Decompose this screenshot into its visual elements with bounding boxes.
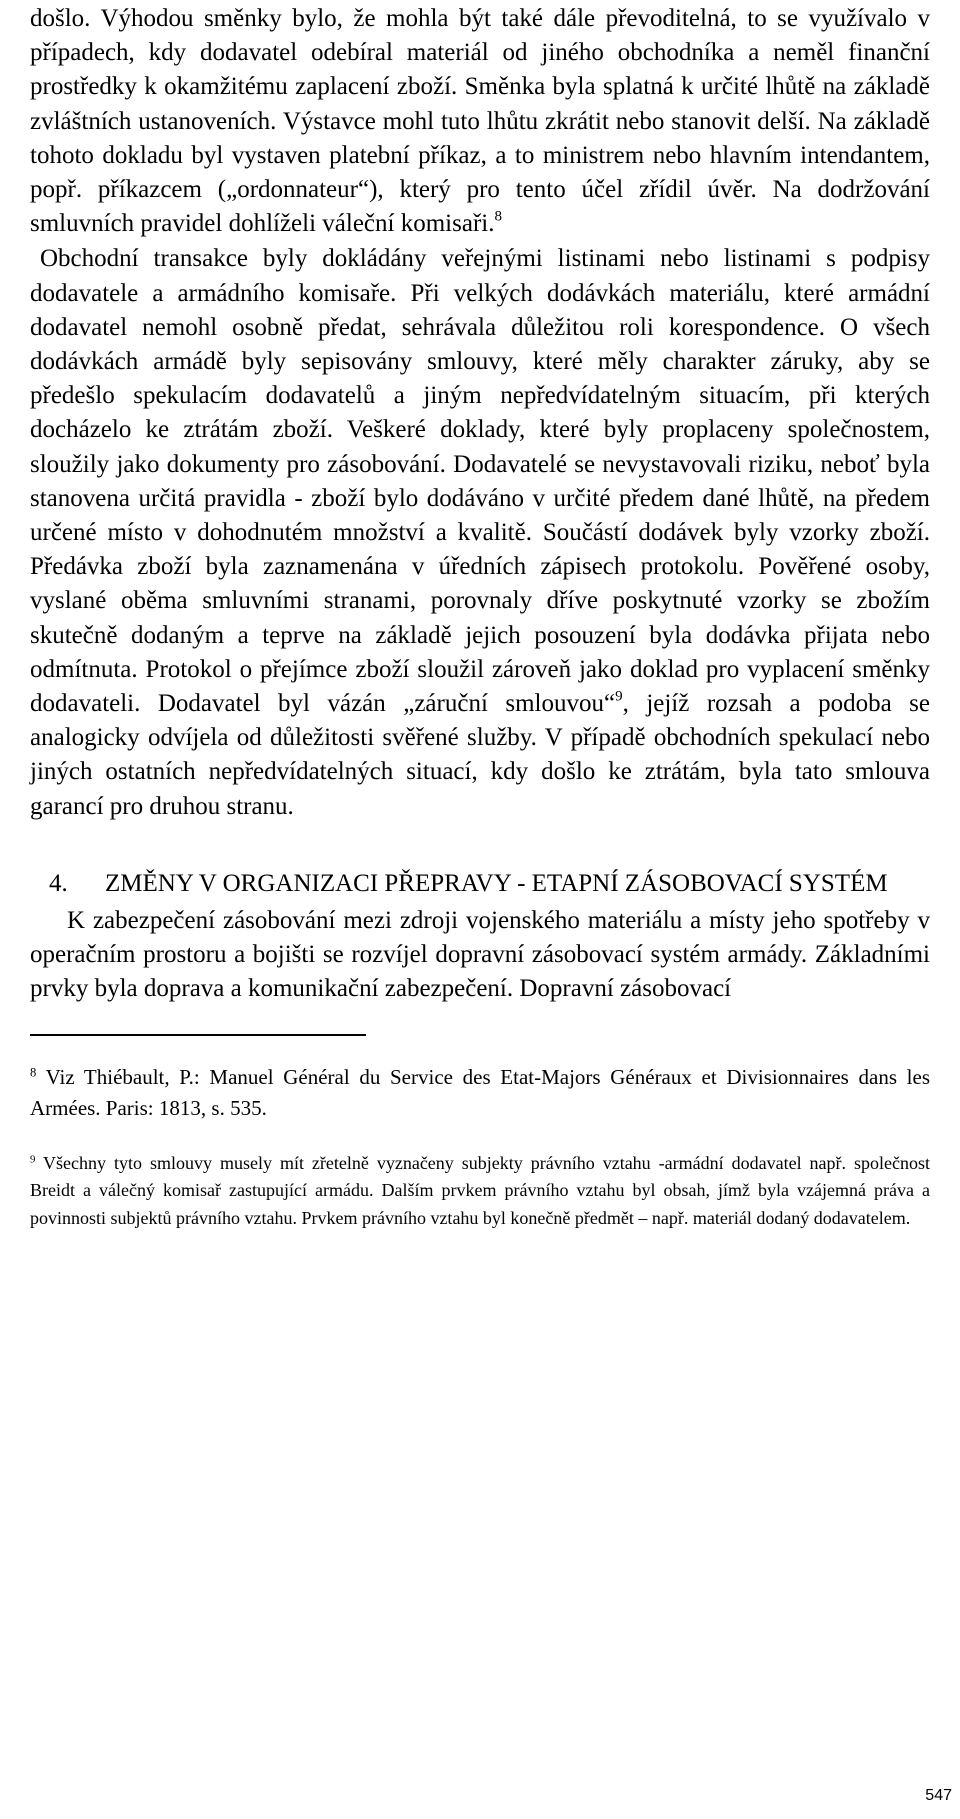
- footnote-ref[interactable]: 8: [494, 208, 502, 225]
- footnote: [30, 1150, 930, 1233]
- section-title: ZMĚNY V ORGANIZACI PŘEPRAVY - ETAPNÍ ZÁSOBOVACÍ SYSTÉM: [105, 869, 888, 897]
- body-paragraph: [30, 242, 930, 823]
- document-page: [30, 0, 930, 1232]
- paragraph-text: došlo. Výhodou směnky bylo, že mohla být také dále převoditelná, to se využívalo v případech, kdy dodavatel odebíral materiál od jiného obchodníka a neměl finanční prostředky k okamžitému zaplacení zboží. Směnka byla splatná k určité lhůtě na základě zvláštních ustanoveních. Výstavce mohl tuto lhůtu zkrátit nebo stanovit delší. Na základě tohoto dokladu byl vystaven platební příkaz, a to ministrem nebo hlavním intendantem, popř. příkazcem („ordonnateur“), který pro tento účel zřídil úvěr. Na dodržování smluvních pravidel dohlíželi váleční komisaři.: [30, 5, 930, 238]
- body-paragraph: [30, 0, 930, 241]
- section-number: 4.: [49, 869, 68, 897]
- footnote-text: Všechny tyto smlouvy musely mít zřetelně vyznačeny subjekty právního vztahu -armádní dodavatel např. společnost Breidt a válečný komisař zastupující armádu. Dalším prvkem právního vztahu byl obsah, jímž byla vzájemná práva a povinnosti subjektů právního vztahu. Prvkem právního vztahu byl konečně předmět – např. materiál dodaný dodavatelem.: [30, 1152, 930, 1228]
- footnote: [30, 1062, 930, 1124]
- footnote-mark: 8: [30, 1065, 37, 1080]
- footnote-mark: 9: [30, 1153, 36, 1166]
- page-number: 547: [925, 1787, 952, 1804]
- body-paragraph: [30, 904, 930, 1007]
- paragraph-text: , jejíž rozsah a podoba se analogicky odvíjela od důležitosti svěřené služby. V případě obchodních spekulací nebo jiných ostatních nepředvídatelných situací, kdy došlo ke ztrátám, byla tato smlouva garancí pro druhou stranu.: [30, 690, 931, 820]
- paragraph-text: K zabezpečení zásobování mezi zdroji vojenského materiálu a místy jeho spotřeby v operačním prostoru a bojišti se rozvíjel dopravní zásobovací systém armády. Základními prvky byla doprava a komunikační zabezpečení. Dopravní zásobovací: [30, 906, 930, 1003]
- paragraph-text: Obchodní transakce byly dokládány veřejnými listinami nebo listinami s podpisy dodavatele a armádního komisaře. Při velkých dodávkách materiálu, které armádní dodavatel nemohl osobně předat, sehrávala důležitou roli korespondence. O všech dodávkách armádě byly sepisovány smlouvy, které měly charakter záruky, aby se předešlo spekulacím dodavatelů a jiným nepředvídatelným situacím, při kterých docházelo ke ztrátám zboží. Veškeré doklady, které byly proplaceny společnostem, sloužily jako dokumenty pro zásobování. Dodavatelé se nevystavovali riziku, neboť byla stanovena určitá pravidla - zboží bylo dodáváno v určité předem dané lhůtě, na předem určené místo v dohodnutém množství a kvalitě. Součástí dodávek byly vzorky zboží. Předávka zboží byla zaznamenána v úředních zápisech protokolu. Pověřené osoby, vyslané oběma smluvními stranami, porovnaly dříve poskytnuté vzorky se zbožím skutečně dodaným a teprve na základě jejich posouzení byla dodávka přijata nebo odmítnuta. Protokol o přejímce zboží sloužil zároveň jako doklad pro vyplacení směnky dodavateli. Dodavatel byl vázán „záruční smlouvou“: [30, 245, 930, 718]
- footnote-separator: [30, 1034, 366, 1036]
- section-heading: [30, 867, 930, 900]
- footnote-text: Viz Thiébault, P.: Manuel Général du Service des Etat-Majors Généraux et Divisionnaires dans les Armées. Paris: 1813, s. 535.: [30, 1064, 930, 1120]
- footnote-ref[interactable]: 9: [615, 688, 623, 705]
